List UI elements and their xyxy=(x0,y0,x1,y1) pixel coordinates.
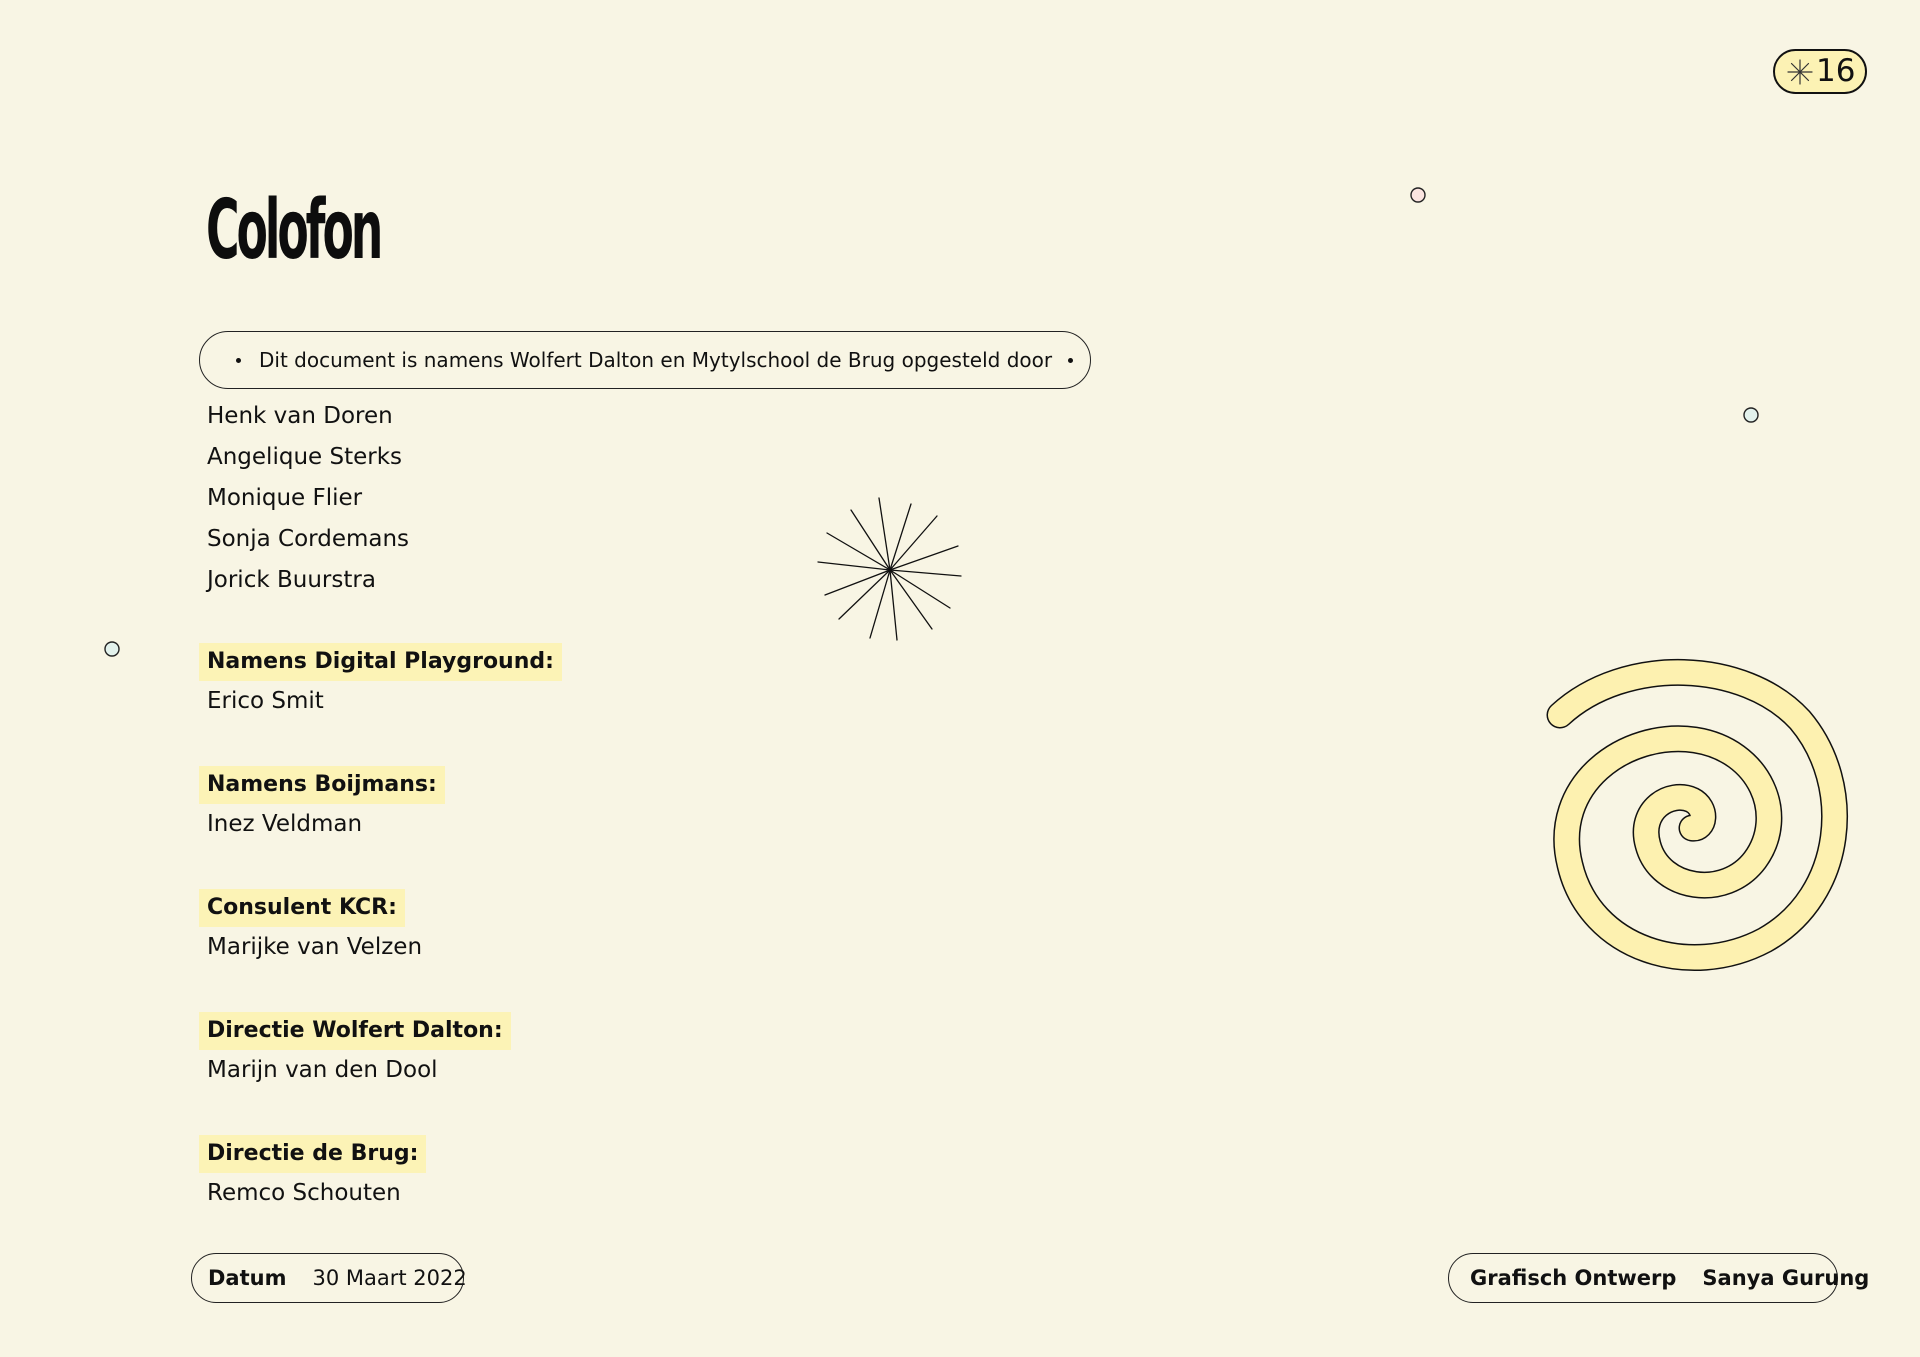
section-person: Erico Smit xyxy=(207,688,324,714)
bullet-dot xyxy=(1068,358,1073,363)
bullet-dot xyxy=(236,358,241,363)
section-label: Namens Boijmans: xyxy=(199,766,445,804)
author-name: Angelique Sterks xyxy=(207,444,403,470)
author-name: Jorick Buurstra xyxy=(207,567,376,593)
page-number: 16 xyxy=(1816,53,1856,89)
section-consulent-kcr xyxy=(199,889,422,968)
section-label: Directie Wolfert Dalton: xyxy=(199,1012,511,1050)
small-circle-icon xyxy=(1742,406,1760,424)
design-credit-pill xyxy=(1448,1253,1870,1303)
section-label: Namens Digital Playground: xyxy=(199,643,562,681)
author-name: Monique Flier xyxy=(207,485,363,511)
date-label: Datum xyxy=(208,1266,287,1290)
spiral-icon xyxy=(1530,650,1870,990)
intro-text: Dit document is namens Wolfert Dalton en Mytylschool de Brug opgesteld door xyxy=(259,348,1053,372)
design-label: Grafisch Ontwerp xyxy=(1470,1266,1677,1290)
small-circle-icon xyxy=(103,640,121,658)
small-circle-icon xyxy=(1409,186,1427,204)
author-list xyxy=(207,396,409,601)
section-person: Marijke van Velzen xyxy=(207,934,423,960)
section-person: Remco Schouten xyxy=(207,1180,401,1206)
asterisk-icon xyxy=(1787,59,1813,85)
section-label: Consulent KCR: xyxy=(199,889,405,927)
author-name: Sonja Cordemans xyxy=(207,526,410,552)
section-directie-wolfert-dalton xyxy=(199,1012,511,1091)
section-boijmans xyxy=(199,766,445,845)
intro-pill xyxy=(199,331,1091,389)
date-value: 30 Maart 2022 xyxy=(312,1266,467,1290)
date-pill xyxy=(191,1253,467,1303)
starburst-icon xyxy=(815,495,965,645)
page-number-badge xyxy=(1773,49,1867,94)
author-name: Henk van Doren xyxy=(207,403,393,429)
section-person: Marijn van den Dool xyxy=(207,1057,438,1083)
section-directie-de-brug xyxy=(199,1135,426,1214)
design-value: Sanya Gurung xyxy=(1702,1266,1870,1290)
section-label: Directie de Brug: xyxy=(199,1135,426,1173)
page-title: Colofon xyxy=(206,183,381,278)
section-person: Inez Veldman xyxy=(207,811,363,837)
section-digital-playground xyxy=(199,643,562,722)
